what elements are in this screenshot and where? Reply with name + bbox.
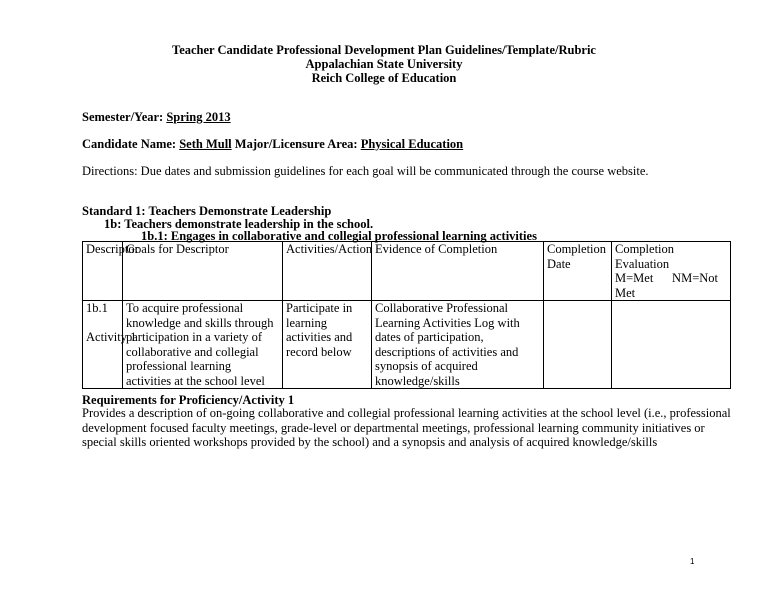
plan-table: [82, 241, 731, 389]
standard-subtitle: 1b: Teachers demonstrate leadership in the school.: [104, 217, 374, 231]
header-activities: Activities/Action: [283, 242, 372, 301]
header-evaluation-title: Completion Evaluation: [615, 242, 675, 271]
standard-element: 1b.1: Engages in collaborative and collegial professional learning activities: [141, 229, 537, 243]
college-name: Reich College of Education: [311, 71, 457, 85]
header-evaluation-key: M=Met NM=Not Met: [615, 271, 722, 300]
activity-label: Activity 1: [86, 330, 137, 344]
header-descriptor: Descriptor: [83, 242, 123, 301]
cell-completion-date[interactable]: [544, 301, 612, 389]
cell-completion-evaluation[interactable]: [612, 301, 731, 389]
candidate-label: Candidate Name:: [82, 137, 177, 151]
requirements-title: Requirements for Proficiency/Activity 1: [82, 393, 295, 407]
header-completion-evaluation: [612, 242, 731, 301]
directions: Directions: Due dates and submission guidelines for each goal will be communicated through the course website.: [82, 164, 649, 178]
requirements-text: Provides a description of on-going collaborative and collegial professional learning activities at the school level (i.e., professional development focused faculty meetings, grade-level or departmental meetings, professional learning community initiatives or special skills oriented workshops provided by the school) and a synopsis and analysis of acquired knowledge/skills: [82, 406, 731, 449]
semester-label: Semester/Year:: [82, 110, 164, 124]
semester-line: [82, 110, 231, 125]
header-evidence: Evidence of Completion: [372, 242, 544, 301]
document-title: Teacher Candidate Professional Development Plan Guidelines/Template/Rubric: [172, 43, 596, 57]
descriptor-code: 1b.1: [86, 301, 108, 315]
candidate-name: Seth Mull: [179, 137, 232, 151]
header-completion-date: Completion Date: [544, 242, 612, 301]
cell-descriptor: [83, 301, 137, 389]
header-goals: Goals for Descriptor: [123, 242, 283, 301]
table-row: [83, 301, 731, 389]
semester-value: Spring 2013: [166, 110, 231, 124]
page-number: 1: [690, 557, 695, 566]
candidate-line: [82, 137, 463, 152]
table-header-row: [83, 242, 731, 301]
standard-title: Standard 1: Teachers Demonstrate Leadership: [82, 204, 332, 218]
major-label: Major/Licensure Area:: [234, 137, 358, 151]
university-name: Appalachian State University: [305, 57, 463, 71]
cell-evidence: Collaborative Professional Learning Activities Log with dates of participation, descriptions of activities and synopsis of acquired knowledge/skills: [372, 301, 544, 389]
major-value: Physical Education: [360, 137, 464, 151]
cell-goal: To acquire professional knowledge and skills through participation in a variety of collaborative and collegial professional learning activities at the school level: [123, 301, 283, 389]
cell-action: Participate in learning activities and record below: [283, 301, 372, 389]
